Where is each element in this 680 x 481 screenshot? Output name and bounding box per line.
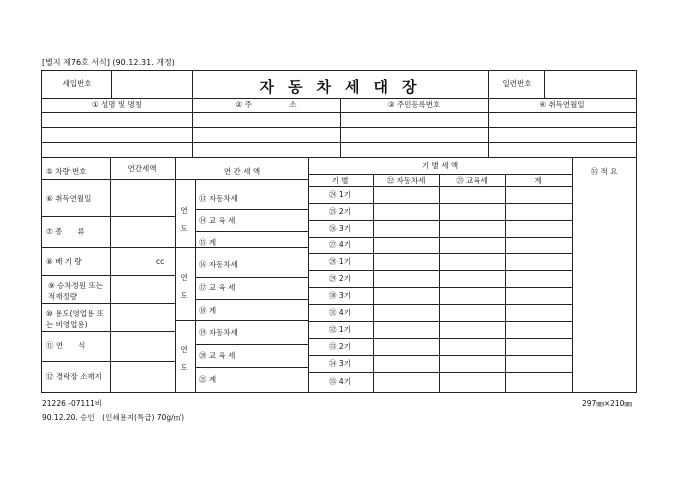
period-row: ㉚ 3기: [329, 291, 351, 300]
period-row: ㉙ 2기: [329, 274, 351, 283]
annual-item: ⑲ 자동차세: [199, 328, 238, 337]
scrap-location-label: ⑫ 경락장 소재지: [46, 372, 102, 381]
form-code: 21226 -07111비: [42, 399, 103, 408]
serial-label: 일련번호: [502, 79, 532, 88]
model-year-label: ⑪ 연 식: [46, 341, 86, 350]
annual-item: ⑳ 교 육 세: [199, 351, 236, 360]
plate-label: ⑤ 차량 번호: [46, 167, 87, 176]
period-row: ㉕ 2기: [329, 207, 351, 216]
annual-tax-label: 연간세액: [127, 164, 157, 173]
period-row: ㉜ 1기: [329, 325, 351, 334]
annual-item: ⑬ 자동차세: [199, 194, 238, 203]
ledger-form: [41, 70, 637, 393]
period-row: ㉔ 1기: [329, 190, 351, 199]
year-label-3: 연도: [180, 345, 188, 372]
annual-item: ⑱ 계: [199, 306, 217, 315]
period-row: ㉞ 3기: [329, 359, 351, 368]
owner-col-acquired: ④ 취득연월일: [539, 100, 585, 109]
type-label: ⑦ 종 류: [46, 227, 85, 236]
period-row: ㉗ 4기: [329, 240, 351, 249]
period-col-label: 기 별: [331, 176, 349, 185]
annual-tax-header: 연 간 세 액: [223, 167, 261, 176]
period-row: ㉘ 1기: [329, 257, 351, 266]
owner-col-name: ① 성명 및 명칭: [91, 100, 143, 109]
form-title: 자동차세대장: [259, 78, 431, 96]
approval-note: 90.12.20. 승인 (인쇄용지(특급) 70g/㎡): [42, 413, 185, 422]
acquired-label: ⑥ 취득연월일: [46, 194, 92, 203]
annual-item: ⑯ 자동차세: [199, 260, 238, 269]
period-row: ㉛ 4기: [329, 308, 351, 317]
displacement-unit: cc: [156, 257, 165, 266]
period-tax-header: 기 별 세 액: [421, 161, 459, 170]
period-col-edu: ㉓ 교육세: [456, 176, 488, 185]
owner-col-id: ③ 주민등록번호: [387, 100, 441, 109]
annual-item: ⑭ 교 육 세: [199, 216, 236, 225]
displacement-label: ⑧ 배 기 량: [46, 257, 82, 266]
period-col-car: ㉒ 자동차세: [386, 176, 426, 185]
paper-size: 297㎜×210㎜: [582, 399, 632, 408]
owner-col-address: ② 주 소: [235, 100, 297, 109]
capacity-label: ⑨ 승차정원 또는 적재정량: [48, 281, 103, 301]
year-label-2: 연도: [180, 273, 188, 300]
period-row: ㉖ 3기: [329, 224, 351, 233]
period-row: ㉟ 4기: [329, 377, 351, 386]
use-label: ⑩ 용도(영업용 또는 비영업용): [46, 309, 104, 329]
tax-id-label: 세입번호: [62, 79, 92, 88]
remarks-label: ㉟ 적 요: [590, 167, 618, 176]
year-label-1: 연도: [180, 206, 188, 233]
annual-item: ⑮ 계: [199, 238, 217, 247]
period-row: ㉝ 2기: [329, 342, 351, 351]
period-col-total: 계: [534, 176, 542, 185]
annual-item: ⑰ 교 육 세: [199, 283, 236, 292]
form-header: [별지 제76호 서식] (90.12.31. 개정): [42, 58, 175, 67]
annual-item: ㉑ 계: [199, 375, 217, 384]
